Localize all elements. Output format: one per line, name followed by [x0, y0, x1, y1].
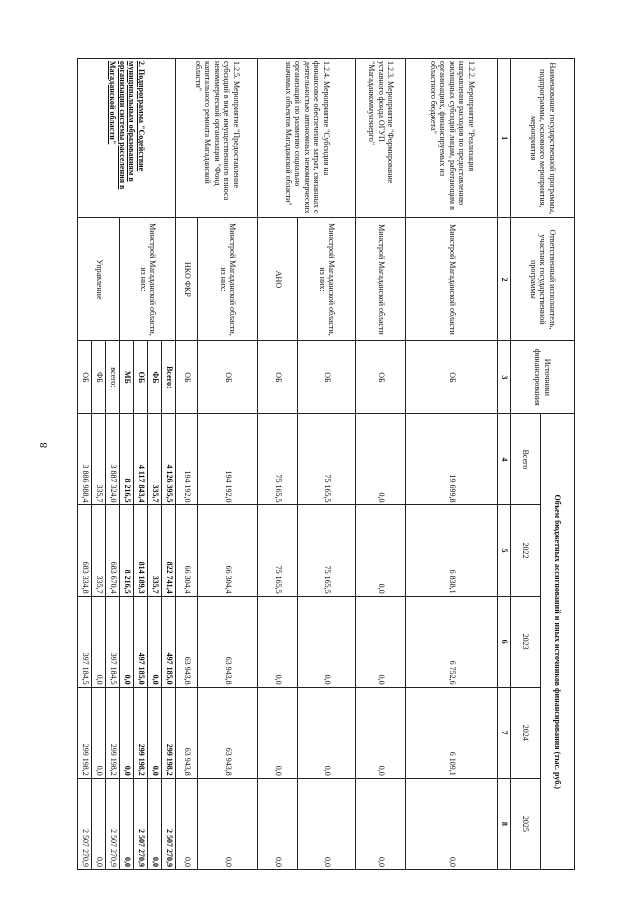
row-executor: Минстрой Магаданской области, из них: [298, 218, 356, 341]
row-2025: 0,0 [298, 778, 356, 869]
row-total: 335,7 [148, 414, 162, 505]
row-executor: Минстрой Магаданской области, из них: [198, 218, 258, 341]
row-source: ОБ [298, 341, 356, 414]
row-2024: 0,0 [120, 687, 134, 778]
row-2023: 6 752,6 [406, 596, 498, 687]
row-source: всего: [106, 341, 120, 414]
row-2022: 6 838,1 [406, 505, 498, 596]
row-2024: 299 198,2 [134, 687, 148, 778]
table-row [198, 59, 258, 870]
row-total: 4 126 395,5 [162, 414, 176, 505]
row-2022: 66 304,4 [198, 505, 258, 596]
row-source: МБ [120, 341, 134, 414]
row-total: 8 216,5 [120, 414, 134, 505]
colnum: 4 [498, 414, 511, 505]
header-group: Объем бюджетных ассигнований и иных источников финансирования (тыс. руб.) [541, 414, 575, 870]
header-total: Всего [511, 414, 541, 505]
row-source: ОБ [78, 341, 92, 414]
row-2022: 66 304,4 [176, 505, 198, 596]
row-2024: 0,0 [298, 687, 356, 778]
header-executor: Ответственный исполнитель, участник государственной программы [511, 218, 575, 341]
row-2022: 814 189,3 [134, 505, 148, 596]
subprogram-name: 2. Подпрограмма "Содействие муниципальным образованиям в организации системы расселения в Магаданской области" [78, 59, 176, 218]
colnum: 2 [498, 218, 511, 341]
row-2023: 0,0 [92, 596, 106, 687]
row-2025: 0,0 [406, 778, 498, 869]
row-2025: 0,0 [176, 778, 198, 869]
header-2022: 2022 [511, 505, 541, 596]
colnum: 1 [498, 59, 511, 218]
table-row [298, 59, 356, 870]
row-name: 1.2.4. Мероприятие "Субсидия на финансовое обеспечение затрат, связанных с деятельностью автономных некоммерческих организаций по развитию социально значимых объектов Магаданской области" [258, 59, 356, 218]
subprogram-executor-2: Управление [78, 218, 120, 341]
financing-table-sheet [78, 58, 576, 870]
colnum: 5 [498, 505, 511, 596]
row-2022: 335,7 [92, 505, 106, 596]
subprogram-executor: Минстрой Магаданской области, из них: [120, 218, 176, 341]
colnum: 7 [498, 687, 511, 778]
row-executor: АНО [258, 218, 298, 341]
row-2022: 683 670,4 [106, 505, 120, 596]
row-2024: 299 198,2 [106, 687, 120, 778]
row-2024: 0,0 [258, 687, 298, 778]
row-2022: 822 741,4 [162, 505, 176, 596]
row-total: 0,0 [356, 414, 406, 505]
row-2022: 75 165,5 [298, 505, 356, 596]
row-2024: 0,0 [356, 687, 406, 778]
row-total: 4 117 843,4 [134, 414, 148, 505]
row-source: ОБ [198, 341, 258, 414]
row-total: 335,7 [92, 414, 106, 505]
row-2024: 299 198,2 [78, 687, 92, 778]
row-2023: 497 185,0 [162, 596, 176, 687]
row-2023: 63 943,8 [198, 596, 258, 687]
row-2023: 0,0 [120, 596, 134, 687]
row-executor: Минстрой Магаданской области [406, 218, 498, 341]
row-source: ФБ [148, 341, 162, 414]
table-row [356, 59, 406, 870]
page-number: 8 [38, 442, 50, 448]
row-2022: 75 165,5 [258, 505, 298, 596]
row-2025: 0,0 [92, 778, 106, 869]
row-2023: 497 185,0 [134, 596, 148, 687]
row-2025: 0,0 [356, 778, 406, 869]
row-2025: 0,0 [198, 778, 258, 869]
row-2024: 63 943,8 [176, 687, 198, 778]
row-source: ОБ [134, 341, 148, 414]
header-name: Наименование государственной программы, подпрограммы, основного мероприятия, мероприятия [511, 59, 575, 218]
row-2023: 0,0 [258, 596, 298, 687]
row-2024: 0,0 [148, 687, 162, 778]
row-2023: 63 943,8 [176, 596, 198, 687]
row-2022: 683 334,8 [78, 505, 92, 596]
row-2025: 2 507 270,9 [78, 778, 92, 869]
row-total: 3 887 324,0 [106, 414, 120, 505]
row-total: 194 192,0 [176, 414, 198, 505]
row-2025: 0,0 [148, 778, 162, 869]
row-2024: 0,0 [92, 687, 106, 778]
table-row [162, 59, 176, 870]
row-2023: 397 184,5 [106, 596, 120, 687]
row-total: 3 886 988,4 [78, 414, 92, 505]
row-total: 19 699,8 [406, 414, 498, 505]
row-2022: 8 216,5 [120, 505, 134, 596]
row-2023: 0,0 [298, 596, 356, 687]
colnum: 6 [498, 596, 511, 687]
header-2023: 2023 [511, 596, 541, 687]
table-row [406, 59, 498, 870]
header-2024: 2024 [511, 687, 541, 778]
row-source: ОБ [176, 341, 198, 414]
row-source: Всего: [162, 341, 176, 414]
row-source: ФБ [92, 341, 106, 414]
row-executor: НКО ФКР [176, 218, 198, 341]
row-name: 1.2.2. Мероприятие "Реализация направления расходов по предоставлению жилищных субсидий лицам, работающим в организациях, финансируемых из областного бюджета" [406, 59, 498, 218]
row-source: ОБ [258, 341, 298, 414]
row-2025: 2 507 270,9 [134, 778, 148, 869]
row-2024: 6 109,1 [406, 687, 498, 778]
row-executor: Минстрой Магаданской области [356, 218, 406, 341]
row-source: ОБ [406, 341, 498, 414]
colnum: 8 [498, 778, 511, 869]
row-2025: 0,0 [258, 778, 298, 869]
row-2022: 0,0 [356, 505, 406, 596]
row-2024: 299 198,2 [162, 687, 176, 778]
row-name: 1.2.3. Мероприятие "Формирование уставного фонда ОГУП "Магаданкоммунэнерго" [356, 59, 406, 218]
row-2025: 2 507 270,9 [106, 778, 120, 869]
row-2022: 335,7 [148, 505, 162, 596]
row-total: 75 165,5 [258, 414, 298, 505]
row-source: ОБ [356, 341, 406, 414]
colnum: 3 [498, 341, 511, 414]
row-2023: 0,0 [148, 596, 162, 687]
row-total: 75 165,5 [298, 414, 356, 505]
header-source: Источники финансирования [511, 341, 575, 414]
row-2023: 397 184,5 [78, 596, 92, 687]
row-2024: 63 943,8 [198, 687, 258, 778]
header-2025: 2025 [511, 778, 541, 869]
row-total: 194 192,0 [198, 414, 258, 505]
row-2025: 2 507 270,9 [162, 778, 176, 869]
row-name: 1.2.5. Мероприятие "Предоставление субсидий в виде имущественного взноса некоммерческой организации "Фонд капитального ремонта Магаданской области" [176, 59, 258, 218]
financing-table [78, 58, 576, 870]
row-2023: 0,0 [356, 596, 406, 687]
row-2025: 0,0 [120, 778, 134, 869]
